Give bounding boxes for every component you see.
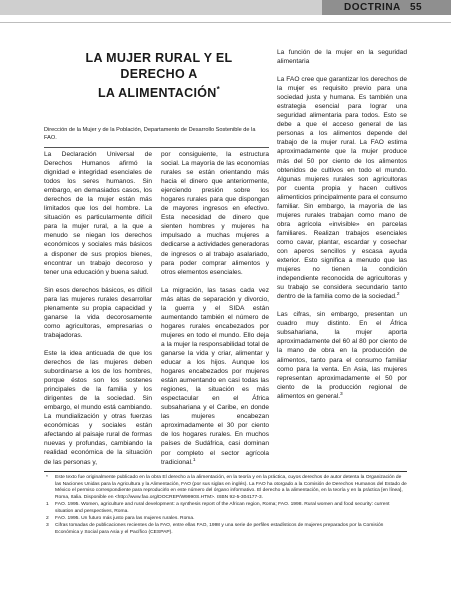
footnote-ref: 3 (340, 391, 343, 397)
footnote-ref: 2 (396, 292, 400, 298)
footnote-text: Este texto fue originalmente publicado en la obra El derecho a la alimentación, en la teoría y en la práctica, cuyos derechos de autor detenta la Organización de las Naciones Unidas para la Agricultura y la Alimentación, FAO (por sus siglas en inglés). La FAO ha otorgado a la Comisión de Derechos Humanos del Estado de México el permiso correspondiente para reproducirlo en este número del órgano informativo. El derecho a la alimentación, en la teoría y en la práctica [en línea], Roma, Italia. Disponible en <http://www.fao.org/DOCREP/W9990S.HTM>. ISBN 92-5-304177-3. (55, 475, 407, 501)
footnote-text: FAO. 1995. Women, agriculture and rural development: a synthesis report of the African region, Roma; FAO. 1998. Rural women and food security: current situation and perspectives, Roma. (55, 502, 390, 515)
title-line-2: LA ALIMENTACIÓN (97, 86, 217, 101)
footnote-ref: 1 (192, 457, 196, 463)
author-affiliation: Dirección de la Mujer y de la Población, Departamento de Desarrollo Sostenible de la FAO. (44, 127, 256, 141)
paragraph: Sin esos derechos básicos, es difícil para las mujeres rurales desarrollar plenamente su propia capacidad y ganarse la vida decorosamente como agricultoras, empresarias o trabajadoras. (44, 286, 152, 339)
footnote-text: Cifras tomadas de publicaciones recientes de la FAO, entre ellas FAO, 1998 y una serie de perfiles estadísticos de mujeres preparados por la Comisión Económica y Social para Asia y el Pacífico (CESPAP). (55, 523, 384, 536)
paragraph: por consiguiente, la estructura social. La mayoría de las economías rurales se están orientando más hacia el dinero que anteriormente, ejerciendo presión sobre los hogares rurales para que dispongan de mayores ingresos en efectivo. Esta necesidad de dinero que sienten hombres y mujeres ha impulsado a muchas mujeres a dedicarse a actividades generadoras de ingresos o al trabajo asalariado, para poder comprar alimentos y otros elementos esenciales. (161, 151, 269, 276)
paragraph (277, 310, 407, 400)
paragraph-text: La migración, las tasas cada vez más altas de separación y divorcio, la guerra y el SIDA están aumentando también el número de hogares rurales encabezados por mujeres en todo el mundo. Ello deja a la mujer la responsabilidad total de ganarse la vida y criar, alimentar y educar a los hijos. Aunque los hogares encabezados por mujeres están aumentando en casi todas las regiones, la situación es más espectacular en el África subsahariana y el Caribe, en donde las mujeres encabezan aproximadamente el 30 por ciento de los hogares rurales. En muchos países de Sudáfrica, casi dominan por completo el sector agrícola tradicional. (161, 286, 269, 466)
footnote-mark: 2 (46, 516, 49, 522)
article-title (54, 50, 264, 101)
footnote-mark: * (46, 475, 48, 480)
footnote-rule (44, 471, 407, 472)
text-column-3 (277, 48, 407, 401)
paragraph (161, 286, 269, 467)
footnote-mark: 1 (46, 502, 49, 508)
footnote (44, 523, 407, 536)
footnote (44, 502, 407, 515)
paragraph (277, 75, 407, 301)
paragraph-text: La FAO cree que garantizar los derechos de la mujer es requisito previo para una sociedad justa y humana. Es también una estrategia esencial para lograr una seguridad alimentaria para todos. Esto se debe a que el acceso general de las personas a los alimentos depende del trabajo de la mujer rural. La FAO estima aproximadamente que la mujer produce más del 50 por ciento de los alimentos obtenidos de cultivos en todo el mundo. Algunas mujeres rurales son agricultoras por cuenta propia y hacen cultivos alimenticios principalmente para el consumo familiar. Sin embargo, la mayoría de las mujeres rurales trabajan como mano de obra agrícola «invisible» en parcelas familiares. Realizan trabajos esenciales como cavar, plantar, escardar y cosechar con aperos sencillos y escasa ayuda exterior. Esto significa a menudo que las mujeres no tienen la condición independiente reconocida de agricultoras y su trabajo se considera secundario tanto dentro de la familia como de la sociedad. (277, 76, 407, 301)
title-line-1: LA MUJER RURAL Y EL DERECHO A (85, 51, 233, 81)
text-column-1 (44, 150, 152, 467)
footnote (44, 475, 407, 502)
text-column-2 (161, 150, 269, 467)
header-rule (0, 22, 451, 23)
affiliation-rule (44, 147, 269, 148)
paragraph-text: Las cifras, sin embargo, presentan un cuadro muy distinto. En el África subsahariana, la mujer aporta aproximadamente del 60 al 80 por ciento de la mano de obra en la producción de alimentos, tanto para el consumo familiar como para la venta. En Asia, las mujeres representan aproximadamente el 50 por ciento de la producción regional de alimentos en general. (277, 311, 407, 400)
footnote-mark: 3 (46, 523, 49, 529)
paragraph: La Declaración Universal de Derechos Humanos afirmó la dignidad e integridad esenciales de todos los seres humanos. Sin embargo, en demasiados casos, los derechos de la mujer están más limitados que los del hombre. La situación es particularmente difícil para la mujer rural, a la que a menudo se niegan los derechos económicos y sociales más básicos a disponer de sus propios bienes, encontrar un trabajo decoroso y tener una educación y buena salud. (44, 151, 152, 276)
footnote (44, 516, 407, 523)
section-label: DOCTRINA (344, 2, 401, 13)
title-footnote-mark: * (216, 85, 221, 94)
subheading: La función de la mujer en la seguridad alimentaria (277, 49, 407, 66)
footnote-text: FAO. 1995. Un futuro más justo para las mujeres rurales. Roma. (55, 516, 195, 522)
page-number: 55 (410, 2, 423, 13)
paragraph: Este la idea anticuada de que los derechos de las mujeres deben subordinarse a los de los hombres, porque éstos son los sostenes principales de la familia y los dirigentes de la sociedad. Sin embargo, el mundo está cambiando. La mundialización y otras fuerzas económicas y sociales están afectando al paisaje rural de formas nuevas y profundas, cambiando la realidad económica de la situación de las personas y, (44, 349, 152, 466)
footnotes (44, 475, 407, 537)
